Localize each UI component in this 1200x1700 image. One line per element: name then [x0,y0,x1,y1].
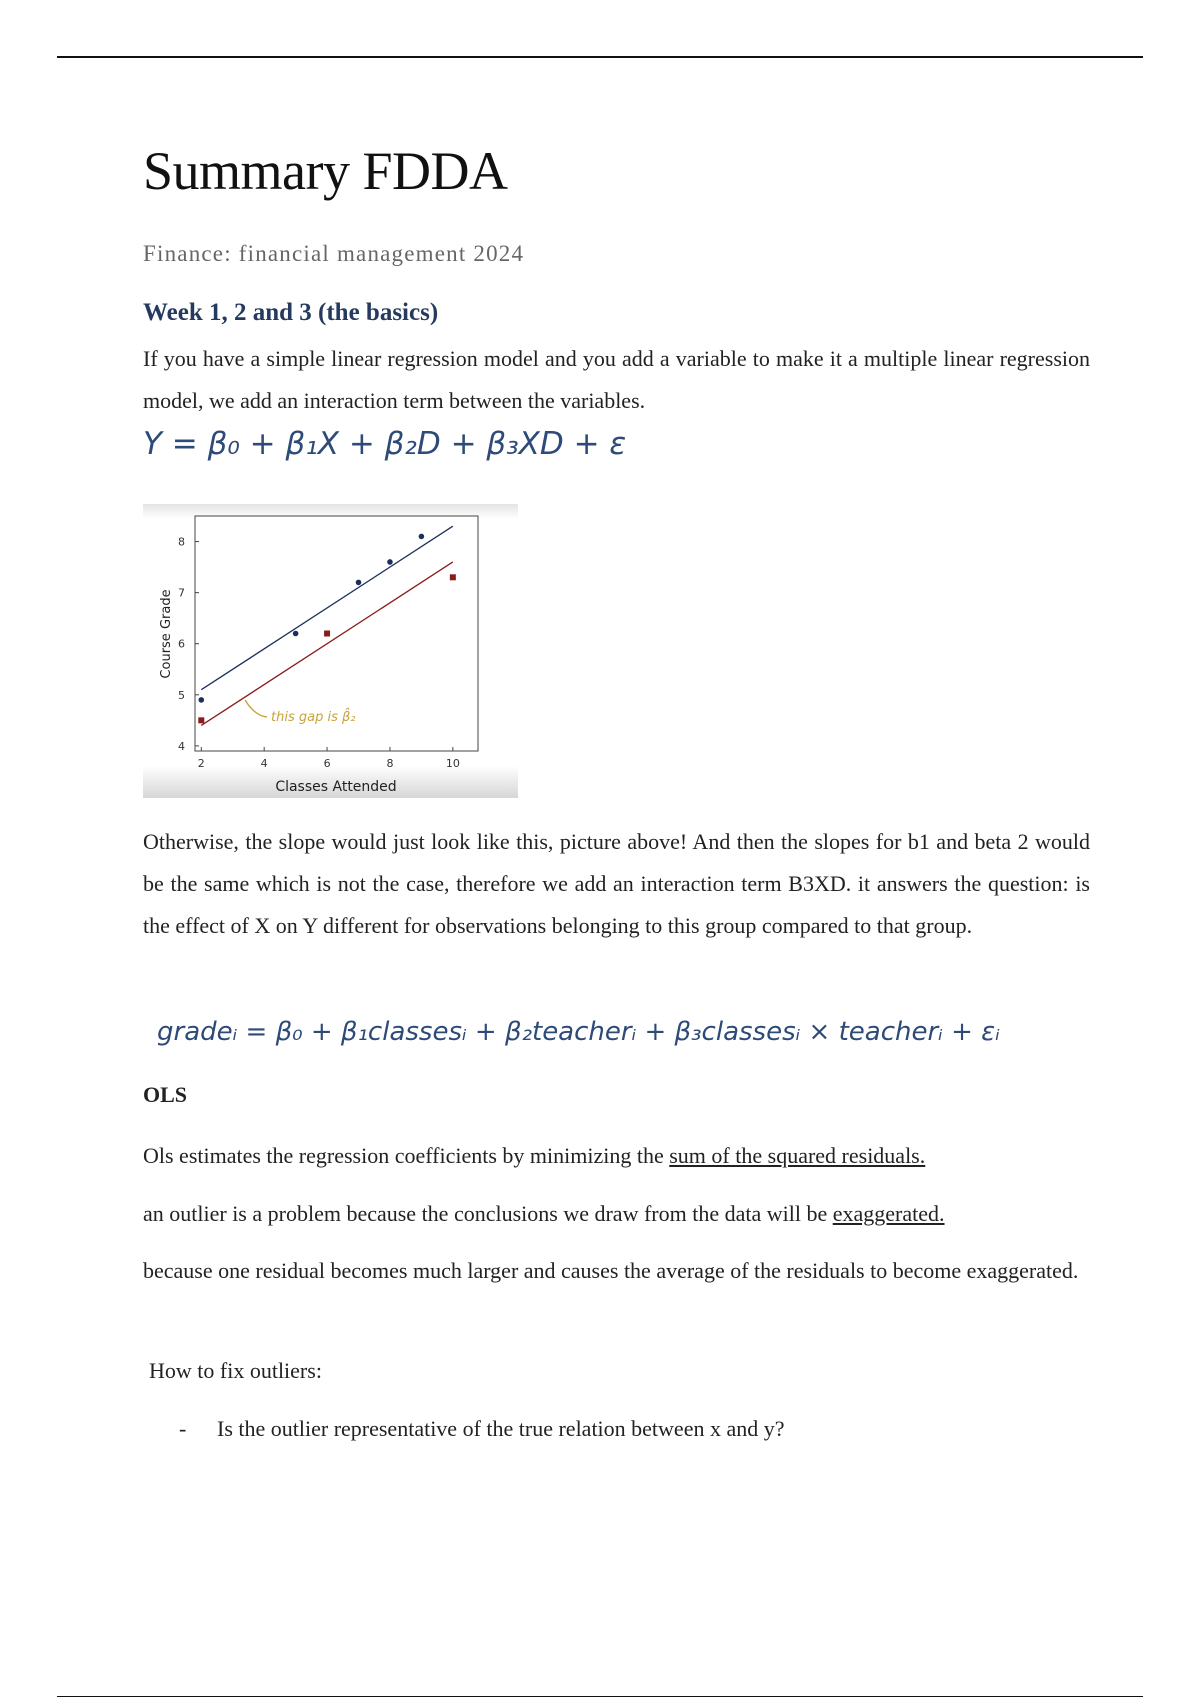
gap-annotation: this gap is β̂₂ [271,710,356,725]
top-rule [57,56,1143,58]
data-point-series-2 [198,717,204,723]
y-tick-label: 4 [178,739,185,753]
x-tick-label: 2 [197,757,205,770]
page-title: Summary FDDA [143,141,508,201]
data-point-series-1 [419,534,425,540]
ols-sentence-1 [143,1143,925,1169]
page-subtitle: Finance: financial management 2024 [143,241,525,266]
section-heading: Week 1, 2 and 3 (the basics) [143,299,439,326]
data-point-series-2 [324,631,330,637]
regression-figure [143,504,518,798]
y-axis-label: Course Grade [159,589,174,679]
x-tick-label: 8 [386,757,394,770]
y-tick-label: 8 [178,535,185,549]
x-axis-label: Classes Attended [275,779,397,795]
ols-sentence-2 [143,1201,945,1227]
x-tick-label: 6 [323,757,331,770]
data-point-series-1 [293,631,299,637]
intro-paragraph: If you have a simple linear regression model and you add a variable to make it a multiple linear regression model, we add an interaction term between the variables. [143,346,1090,413]
grade-formula: gradeᵢ = β₀ + β₁classesᵢ + β₂teacherᵢ + β₃classesᵢ × teacherᵢ + εᵢ [157,1017,1000,1047]
regression-formula: Y = β₀ + β₁X + β₂D + β₃XD + ε [143,426,627,462]
fix-outliers-heading: How to fix outliers: [149,1358,322,1383]
ols-sentence-2-text: an outlier is a problem because the conclusions we draw from the data will be [143,1201,833,1226]
ols-sentence-1-text: Ols estimates the regression coefficients by minimizing the [143,1143,670,1168]
data-point-series-1 [387,559,393,565]
y-tick-label: 7 [178,586,185,600]
ols-heading: OLS [143,1082,188,1107]
data-point-series-2 [450,574,456,580]
y-tick-label: 5 [178,688,185,702]
residual-paragraph: because one residual becomes much larger and causes the average of the residuals to become exaggerated. [143,1258,1079,1283]
ols-sentence-2-underlined: exaggerated. [832,1201,945,1226]
list-item [179,1416,785,1442]
bottom-rule [57,1696,1143,1697]
bullet-dash: - [179,1416,187,1441]
data-point-series-1 [356,580,362,586]
list-item-text: Is the outlier representative of the true relation between x and y? [217,1416,785,1441]
explanation-paragraph: Otherwise, the slope would just look like this, picture above! And then the slopes for b1 and beta 2 would be the same which is not the case, therefore we add an interaction term B3XD. it answers the question: is the effect of X on Y different for observations belonging to this group compared to that group. [143,829,1090,938]
x-tick-label: 10 [445,757,460,770]
x-tick-label: 4 [260,757,268,770]
ols-sentence-1-underlined: sum of the squared residuals. [669,1143,926,1168]
y-tick-label: 6 [178,637,185,651]
data-point-series-1 [198,697,204,703]
